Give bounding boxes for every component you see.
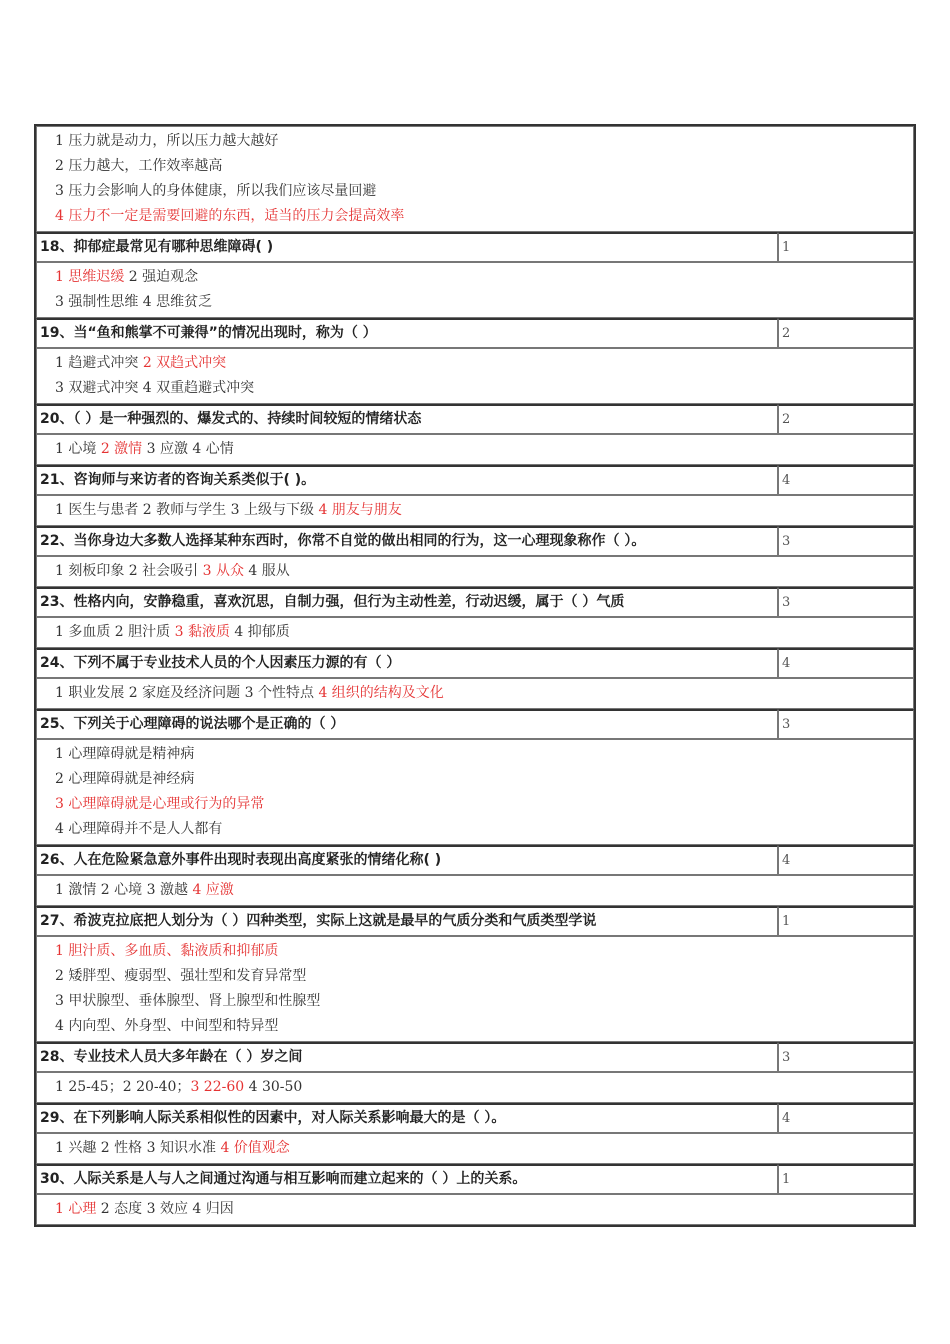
correct-option-text: 3 黏液质 [174, 624, 230, 640]
correct-option-text: 1 心理 [55, 1201, 97, 1217]
correct-option-text: 3 22-60 [190, 1079, 245, 1095]
option-line [55, 498, 913, 523]
question-text: 26、人在危险紧急意外事件出现时表现出高度紧张的情绪化称( ) [36, 845, 778, 875]
options-row [36, 348, 914, 404]
question-options [36, 1133, 914, 1164]
options-row [36, 739, 914, 845]
option-text: 2 强迫观念 [124, 269, 199, 285]
question-options [36, 1072, 914, 1103]
question-row [36, 1103, 914, 1133]
option-line [55, 767, 913, 792]
options-row [36, 495, 914, 526]
answer-key: 4 [778, 1103, 914, 1133]
answer-key: 2 [778, 404, 914, 434]
option-line [55, 559, 913, 584]
options-row [36, 1194, 914, 1225]
option-line [55, 437, 913, 462]
question-text: 30、人际关系是人与人之间通过沟通与相互影响而建立起来的（ ）上的关系。 [36, 1164, 778, 1194]
option-text: 3 双避式冲突 4 双重趋避式冲突 [55, 380, 255, 396]
question-options [36, 348, 914, 404]
question-options [36, 1194, 914, 1225]
options-row [36, 1072, 914, 1103]
option-line [55, 620, 913, 645]
question-options [36, 875, 914, 906]
question-text: 27、希波克拉底把人划分为（ ）四种类型，实际上这就是最早的气质分类和气质类型学说 [36, 906, 778, 936]
option-line [55, 792, 913, 817]
answer-key: 3 [778, 587, 914, 617]
answer-key: 1 [778, 1164, 914, 1194]
option-line [55, 939, 913, 964]
question-row [36, 404, 914, 434]
option-text: 4 内向型、外身型、中间型和特异型 [55, 1018, 279, 1034]
correct-option-text: 4 朋友与朋友 [318, 502, 402, 518]
answer-key: 1 [778, 906, 914, 936]
correct-option-text: 1 思维迟缓 [55, 269, 125, 285]
option-text: 2 心理障碍就是神经病 [55, 771, 195, 787]
question-row [36, 465, 914, 495]
answer-key: 4 [778, 648, 914, 678]
question-text: 20、（ ）是一种强烈的、爆发式的、持续时间较短的情绪状态 [36, 404, 778, 434]
option-text: 3 压力会影响人的身体健康，所以我们应该尽量回避 [55, 183, 377, 199]
correct-option-text: 2 双趋式冲突 [142, 355, 227, 371]
option-text: 1 激情 2 心境 3 激越 [55, 882, 193, 898]
options-row [36, 262, 914, 318]
correct-option-text: 4 价值观念 [220, 1140, 290, 1156]
option-line [55, 204, 913, 229]
question-table-body [36, 126, 914, 1225]
option-line [55, 129, 913, 154]
option-text: 1 趋避式冲突 [55, 355, 143, 371]
question-text: 23、性格内向，安静稳重，喜欢沉思，自制力强，但行为主动性差，行动迟缓，属于（ ）气质 [36, 587, 778, 617]
correct-option-text: 4 组织的结构及文化 [318, 685, 444, 701]
question-row [36, 526, 914, 556]
option-text: 4 30-50 [244, 1079, 303, 1095]
question-row [36, 648, 914, 678]
question-text: 21、咨询师与来访者的咨询关系类似于( )。 [36, 465, 778, 495]
option-text: 3 应激 4 心情 [142, 441, 234, 457]
question-text: 24、下列不属于专业技术人员的个人因素压力源的有（ ） [36, 648, 778, 678]
option-text: 1 心理障碍就是精神病 [55, 746, 195, 762]
correct-option-text: 3 心理障碍就是心理或行为的异常 [55, 796, 265, 812]
q17-options-row [36, 126, 914, 232]
question-row [36, 1164, 914, 1194]
option-line [55, 179, 913, 204]
question-row [36, 845, 914, 875]
question-row [36, 318, 914, 348]
answer-key: 3 [778, 526, 914, 556]
option-text: 3 强制性思维 4 思维贫乏 [55, 294, 213, 310]
option-text: 4 服从 [243, 563, 290, 579]
options-row [36, 1133, 914, 1164]
option-text: 4 心理障碍并不是人人都有 [55, 821, 223, 837]
option-text: 1 医生与患者 2 教师与学生 3 上级与下级 [55, 502, 319, 518]
option-text: 1 刻板印象 2 社会吸引 [55, 563, 203, 579]
option-text: 2 压力越大，工作效率越高 [55, 158, 223, 174]
option-line [55, 290, 913, 315]
option-text: 1 职业发展 2 家庭及经济问题 3 个性特点 [55, 685, 319, 701]
answer-key: 4 [778, 465, 914, 495]
question-options [36, 262, 914, 318]
option-line [55, 351, 913, 376]
options-row [36, 617, 914, 648]
correct-option-text: 4 应激 [192, 882, 234, 898]
question-text: 25、下列关于心理障碍的说法哪个是正确的（ ） [36, 709, 778, 739]
options-row [36, 875, 914, 906]
option-text: 1 25-45；2 20-40； [55, 1079, 191, 1095]
option-text: 2 态度 3 效应 4 归因 [96, 1201, 234, 1217]
question-text: 19、当“鱼和熊掌不可兼得”的情况出现时，称为（ ） [36, 318, 778, 348]
answer-key: 2 [778, 318, 914, 348]
option-line [55, 681, 913, 706]
option-text: 3 甲状腺型、垂体腺型、肾上腺型和性腺型 [55, 993, 321, 1009]
question-text: 18、抑郁症最常见有哪种思维障碍( ) [36, 232, 778, 262]
question-options [36, 617, 914, 648]
option-line [55, 1197, 913, 1222]
correct-option-text: 3 从众 [202, 563, 244, 579]
correct-option-text: 2 激情 [100, 441, 143, 457]
question-options [36, 556, 914, 587]
correct-option-text: 1 胆汁质、多血质、黏液质和抑郁质 [55, 943, 279, 959]
question-row [36, 1042, 914, 1072]
question-text: 28、专业技术人员大多年龄在（ ）岁之间 [36, 1042, 778, 1072]
question-options [36, 495, 914, 526]
question-options [36, 936, 914, 1042]
question-row [36, 232, 914, 262]
answer-key: 3 [778, 1042, 914, 1072]
option-line [55, 964, 913, 989]
option-text: 2 矮胖型、瘦弱型、强壮型和发育异常型 [55, 968, 307, 984]
option-line [55, 376, 913, 401]
options-row [36, 556, 914, 587]
option-text: 1 兴趣 2 性格 3 知识水准 [55, 1140, 221, 1156]
q17-options [36, 126, 914, 232]
question-row [36, 906, 914, 936]
question-row [36, 587, 914, 617]
option-text: 1 压力就是动力，所以压力越大越好 [55, 133, 279, 149]
option-line [55, 265, 913, 290]
answer-key: 4 [778, 845, 914, 875]
option-text: 1 多血质 2 胆汁质 [55, 624, 175, 640]
option-line [55, 154, 913, 179]
option-line [55, 1014, 913, 1039]
answer-key: 1 [778, 232, 914, 262]
option-line [55, 989, 913, 1014]
option-text: 1 心境 [55, 441, 101, 457]
question-text: 22、当你身边大多数人选择某种东西时，你常不自觉的做出相同的行为，这一心理现象称作（ ）。 [36, 526, 778, 556]
options-row [36, 936, 914, 1042]
question-options [36, 434, 914, 465]
question-options [36, 678, 914, 709]
option-line [55, 878, 913, 903]
answer-key: 3 [778, 709, 914, 739]
options-row [36, 678, 914, 709]
question-row [36, 709, 914, 739]
option-line [55, 817, 913, 842]
option-line [55, 1136, 913, 1161]
question-options [36, 739, 914, 845]
option-text: 4 抑郁质 [229, 624, 290, 640]
options-row [36, 434, 914, 465]
question-text: 29、在下列影响人际关系相似性的因素中，对人际关系影响最大的是（ ）。 [36, 1103, 778, 1133]
question-table [34, 124, 916, 1227]
correct-option-text: 4 压力不一定是需要回避的东西，适当的压力会提高效率 [55, 208, 405, 224]
option-line [55, 742, 913, 767]
option-line [55, 1075, 913, 1100]
